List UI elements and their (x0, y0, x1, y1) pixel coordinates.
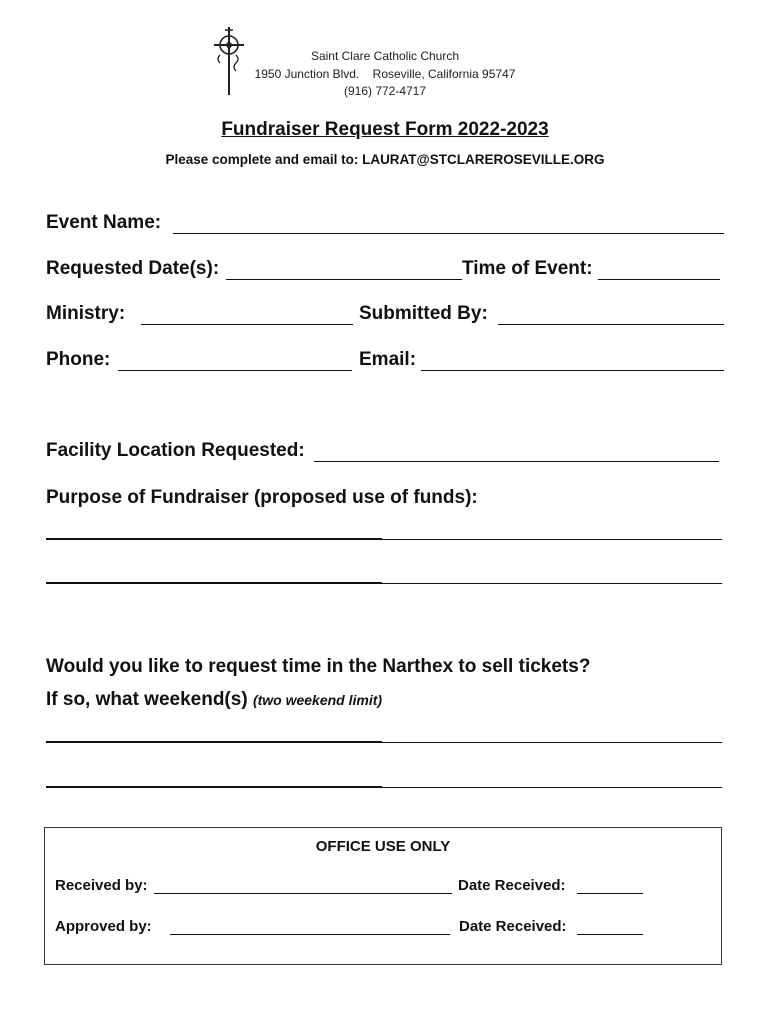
submitted-by-label: Submitted By: (359, 303, 488, 324)
ministry-label: Ministry: (46, 303, 126, 324)
email-field[interactable] (421, 370, 724, 371)
narthex-followup (46, 689, 382, 711)
ministry-field[interactable] (141, 324, 353, 325)
event-name-field[interactable] (173, 233, 724, 234)
requested-dates-label: Requested Date(s): (46, 258, 220, 279)
requested-dates-field[interactable] (226, 279, 462, 280)
facility-row (46, 440, 726, 468)
approved-by-field[interactable] (170, 934, 450, 935)
contact-row (46, 349, 726, 377)
purpose-label: Purpose of Fundraiser (proposed use of funds): (46, 487, 478, 508)
weekend-limit-note: (two weekend limit) (252, 692, 383, 708)
form-subtitle: Please complete and email to: LAURAT@STCLAREROSEVILLE.ORG (165, 152, 605, 167)
purpose-line-1[interactable] (46, 539, 722, 540)
received-row (55, 877, 715, 897)
church-phone: (916) 772-4717 (343, 84, 427, 98)
facility-location-label: Facility Location Requested: (46, 440, 305, 461)
weekend-line-1[interactable] (46, 742, 722, 743)
event-name-label: Event Name: (46, 212, 162, 233)
phone-label: Phone: (46, 349, 111, 370)
church-address: 1950 Junction Blvd. Roseville, California 95747 (254, 67, 516, 81)
approved-by-label: Approved by: (55, 918, 152, 935)
time-of-event-field[interactable] (598, 279, 720, 280)
office-use-title: OFFICE USE ONLY (315, 838, 451, 855)
date-received-field-1[interactable] (577, 893, 643, 894)
facility-location-field[interactable] (314, 461, 719, 462)
date-received-label-2: Date Received: (459, 918, 567, 935)
date-received-field-2[interactable] (577, 934, 643, 935)
office-use-box (44, 827, 722, 965)
purpose-row (46, 487, 726, 515)
weekend-line-2[interactable] (46, 787, 722, 788)
dates-row (46, 258, 726, 286)
received-by-field[interactable] (154, 893, 452, 894)
church-name: Saint Clare Catholic Church (310, 49, 460, 63)
date-received-label-1: Date Received: (458, 877, 566, 894)
purpose-line-2[interactable] (46, 583, 722, 584)
phone-field[interactable] (118, 370, 352, 371)
event-name-row (46, 212, 726, 240)
time-of-event-label: Time of Event: (462, 258, 593, 279)
approved-row (55, 918, 715, 938)
ministry-row (46, 303, 726, 331)
form-title: Fundraiser Request Form 2022-2023 (221, 119, 549, 140)
submitted-by-field[interactable] (498, 324, 724, 325)
email-label: Email: (359, 349, 417, 370)
narthex-followup-text: If so, what weekend(s) (46, 689, 253, 710)
narthex-question: Would you like to request time in the Narthex to sell tickets? (46, 656, 591, 677)
received-by-label: Received by: (55, 877, 148, 894)
